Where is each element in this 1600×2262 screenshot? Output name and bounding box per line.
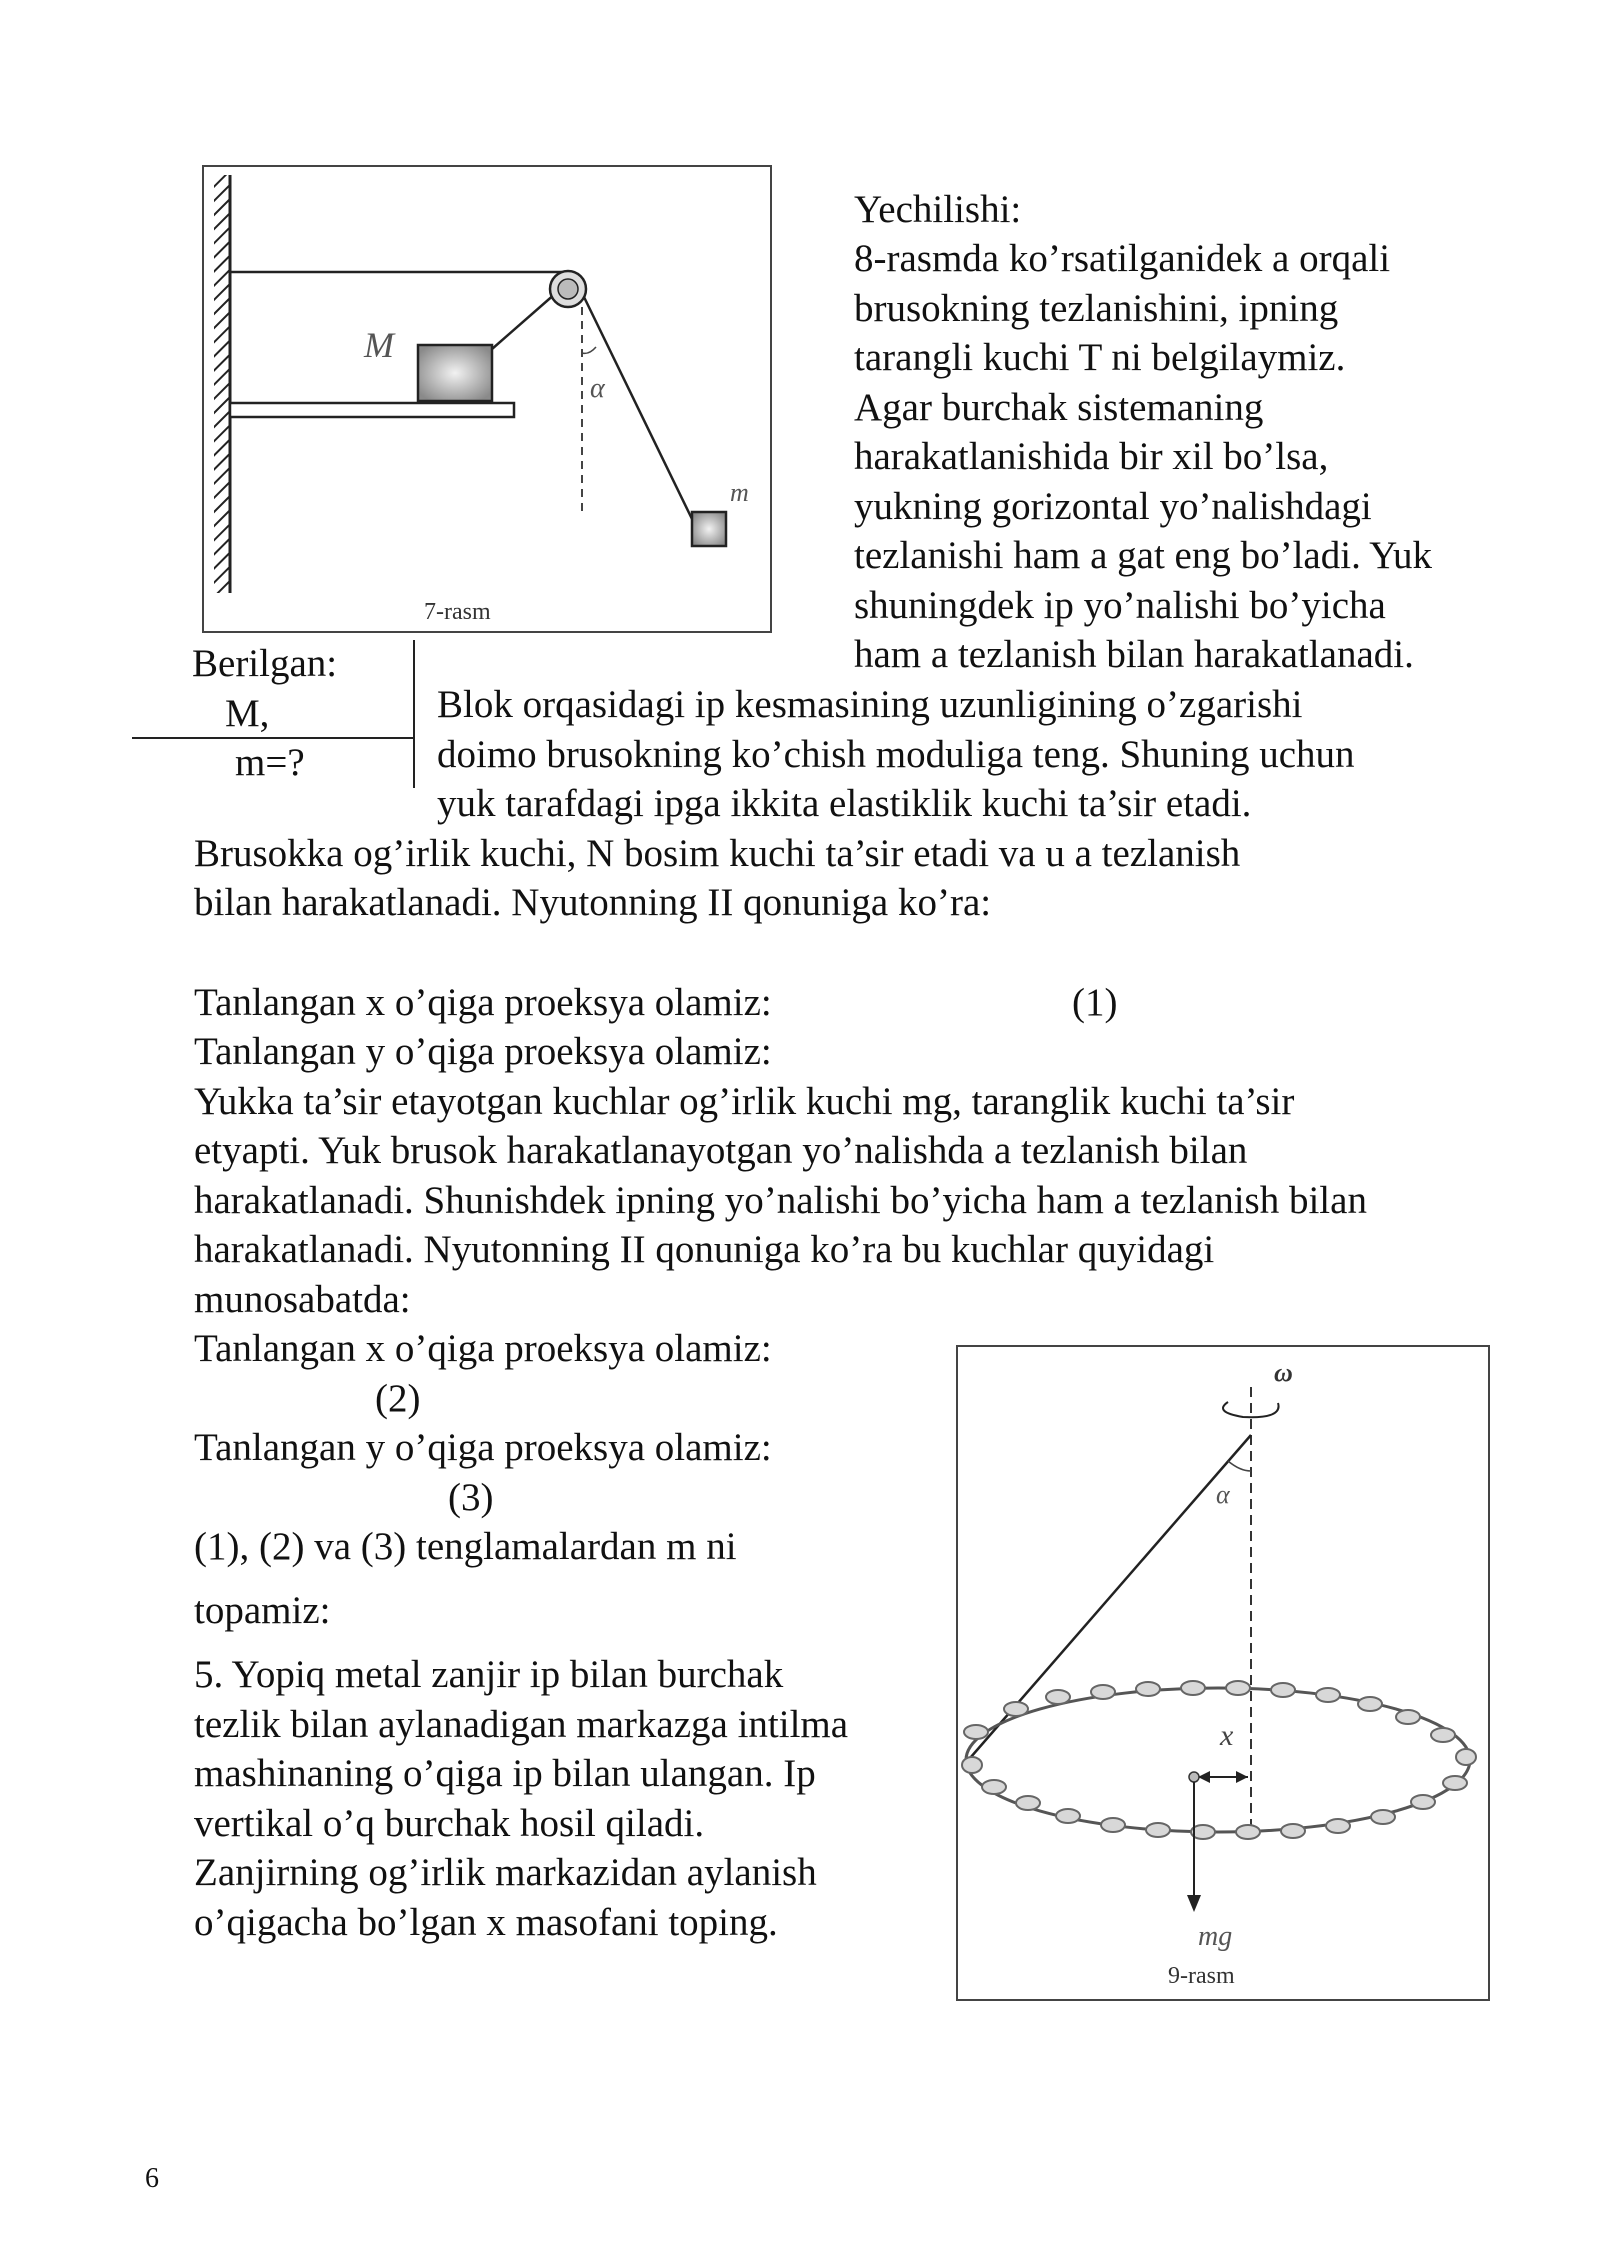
load-line: munosabatda: (194, 1278, 411, 1321)
label-alpha-9: α (1216, 1480, 1230, 1509)
figure-9-drawing (958, 1347, 1488, 1999)
label-m: m (730, 478, 749, 507)
angle-arc (582, 347, 596, 353)
angle-arc-9 (1228, 1461, 1251, 1471)
chain-path (966, 1688, 1470, 1832)
problem5-line: 5. Yopiq metal zanjir ip bilan burchak (194, 1653, 784, 1696)
problem5-line: o’qigacha bo’lgan x masofani toping. (194, 1901, 778, 1944)
problem5-line: vertikal o’q burchak hosil qiladi. (194, 1802, 705, 1845)
solution-line: tezlanishi ham a gat eng bo’ladi. Yuk (854, 534, 1432, 577)
caption-9: 9-rasm (1168, 1963, 1235, 1989)
solution-line: harakatlanishida bir xil bo’lsa, (854, 435, 1329, 478)
solution-line: Agar burchak sistemaning (854, 386, 1264, 429)
solution-line: ham a tezlanish bilan harakatlanadi. (854, 633, 1414, 676)
proj-x2: Tanlangan x o’qiga proeksya olamiz: (194, 1327, 772, 1370)
block-string (492, 293, 556, 349)
wall-hatch (214, 175, 230, 593)
proj-x1: Tanlangan x o’qiga proeksya olamiz: (194, 981, 772, 1024)
load-line: Yukka ta’sir etayotgan kuchlar og’irlik kuchi mg, taranglik kuchi ta’sir (194, 1080, 1295, 1123)
label-alpha-7: α (590, 373, 605, 404)
label-mg: mg (1198, 1921, 1233, 1952)
problem5-line: tezlik bilan aylanadigan markazga intilma (194, 1703, 849, 1746)
solution-line: 8-rasmda ko’rsatilganidek a orqali (854, 237, 1391, 280)
load-line: harakatlanadi. Nyutonning II qonuniga ko’ra bu kuchlar quyidagi (194, 1228, 1215, 1271)
given-title: Berilgan: (192, 642, 338, 685)
solution-line: brusokning tezlanishini, ipning (854, 287, 1339, 330)
label-x: x (1220, 1719, 1234, 1752)
hanging-string (584, 297, 692, 519)
solution-line: yukning gorizontal yo’nalishdagi (854, 485, 1372, 528)
block-line: doimo brusokning ko’chish moduliga teng. Shuning uchun (437, 733, 1355, 776)
shelf (230, 403, 514, 417)
find-line: topamiz: (194, 1589, 331, 1632)
proj-y2: Tanlangan y o’qiga proeksya olamiz: (194, 1426, 772, 1469)
solution-line: shuningdek ip yo’nalishi bo’yicha (854, 584, 1386, 627)
main-line: bilan harakatlanadi. Nyutonning II qonuniga ko’ra: (194, 881, 992, 924)
proj-y1: Tanlangan y o’qiga proeksya olamiz: (194, 1030, 772, 1073)
block-line: Blok orqasidagi ip kesmasining uzunligining o’zgarishi (437, 683, 1303, 726)
center-of-mass (1189, 1772, 1199, 1782)
solution-line: Yechilishi: (854, 188, 1022, 231)
equation-1-label: (1) (1072, 981, 1118, 1024)
figure-7-drawing (204, 167, 770, 631)
figure-7 (202, 165, 772, 633)
x-arrow-right (1236, 1771, 1248, 1783)
problem5-line: mashinaning o’qiga ip bilan ulangan. Ip (194, 1752, 816, 1795)
caption-7: 7-rasm (424, 599, 491, 625)
equation-2-label: (2) (375, 1377, 421, 1420)
load-line: etyapti. Yuk brusok harakatlanayotgan yo’nalishda a tezlanish bilan (194, 1129, 1248, 1172)
suspension-string (964, 1435, 1251, 1765)
pulley-inner (558, 279, 578, 299)
given-vertical-rule (413, 640, 415, 788)
problem5-line: Zanjirning og’irlik markazidan aylanish (194, 1851, 817, 1894)
given-value: M, (225, 692, 270, 735)
figure-9 (956, 1345, 1490, 2001)
label-M: M (364, 325, 394, 365)
label-omega: ω (1274, 1358, 1293, 1387)
block-line: yuk tarafdagi ipga ikkita elastiklik kuchi ta’sir etadi. (437, 782, 1252, 825)
mg-arrowhead (1187, 1895, 1201, 1912)
main-line: Brusokka og’irlik kuchi, N bosim kuchi ta’sir etadi va u a tezlanish (194, 832, 1241, 875)
equation-3-label: (3) (448, 1476, 494, 1519)
block-M (418, 345, 492, 401)
mass-m (692, 512, 726, 546)
find-line: (1), (2) va (3) tenglamalardan m ni (194, 1525, 737, 1568)
given-find: m=? (235, 741, 305, 784)
x-arrow-left (1198, 1771, 1210, 1783)
page-number: 6 (145, 2163, 159, 2194)
chain-links (962, 1681, 1476, 1839)
solution-line: tarangli kuchi T ni belgilaymiz. (854, 336, 1346, 379)
load-line: harakatlanadi. Shunishdek ipning yo’nalishi bo’yicha ham a tezlanish bilan (194, 1179, 1367, 1222)
